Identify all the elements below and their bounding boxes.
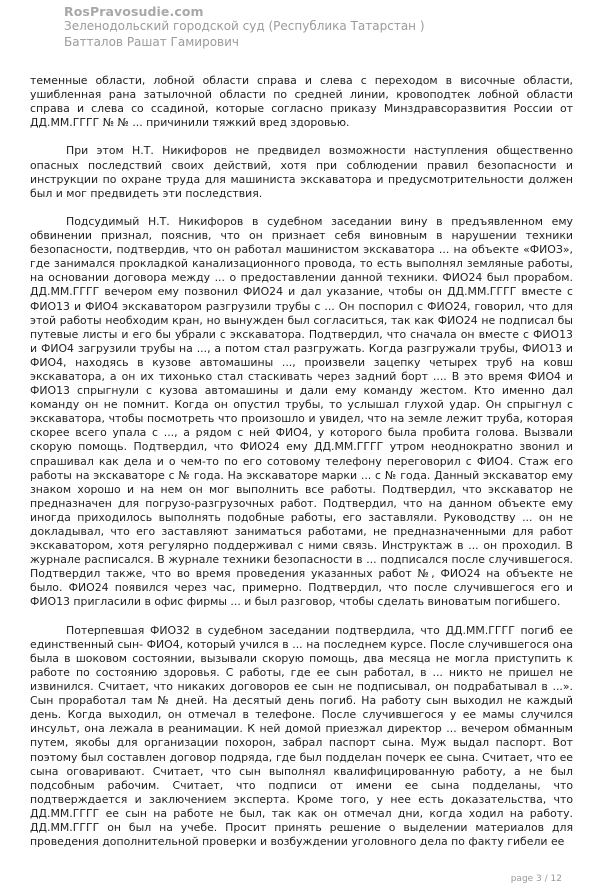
paragraph: теменные области, лобной области справа и слева с переходом в височные области, ушибленная рана затылочной области по средней линии, кровоподтек лобной области справа и слева со ссадиной, которые согласно приказу Минздравсоразвития России от ДД.ММ.ГГГГ № № ... причинили тяжкий вред здоровью.	[30, 74, 573, 130]
page-number: page 3 / 12	[510, 874, 562, 884]
paragraph: Подсудимый Н.Т. Никифоров в судебном заседании вину в предъявленном ему обвинении признал, пояснив, что он признает себя виновным в нарушении техники безопасности, подтвердив, что он работал машинистом экскаватора ... на объекте «ФИОЗ», где занимался прокладкой канализационного провода, то есть выполнял земляные работы, на основании договора между ... о предоставлении данной техники. ФИО24 был прорабом. ДД.ММ.ГГГГ вечером ему позвонил ФИО24 и дал указание, чтобы он ДД.ММ.ГГГГ вместе с ФИО13 и ФИО4 экскаватором разгрузили трубы с ... Он поспорил с ФИО24, говорил, что для этой работы необходим кран, но вынужден был согласиться, так как ФИО24 не подписал бы путевые листы и его бы убрали с экскаватора. Подтвердил, что сначала он вместе с ФИО13 и ФИО4 загрузили трубы на ..., а потом стал разгружать. Когда разгружали трубы, ФИО13 и ФИО4, находясь в кузове автомашины ..., произвели зацепку четырех труб на ковш экскаватора, а он их тихонько стал стаскивать через задний борт .... В это время ФИО4 и ФИО13 спрыгнули с кузова автомашины и дали ему команду жестом. Кто именно дал команду он не помнит. Когда он опустил трубы, то услышал глухой удар. Он спрыгнул с экскаватора, чтобы посмотреть что произошло и увидел, что на земле лежит труба, которая скорее всего упала с ..., а рядом с ней ФИО4, у которого была пробита голова. Вызвали скорую помощь. Подтвердил, что ФИО24 ему ДД.ММ.ГГГГ утром неоднократно звонил и спрашивал как дела и о чем-то по его сотовому телефону переговорил с ФИО4. Стаж его работы на экскаваторе с № года. На экскаваторе марки ... с № года. Данный экскаватор ему знаком хорошо и на нем он мог выполнить все работы. Подтвердил, что экскаватор не предназначен для погрузо-разгрузочных работ. Подтвердил, что на данном объекте ему иногда приходилось выполнять подобные работы, его заставляли. Руководству ... он не докладывал, что его заставляют заниматься работами, не предназначенными для работ экскаватором, хотя регулярно поддерживал с ними связь. Инструктаж в ... он проходил. В журнале расписался. В журнале техники безопасности в ... подписался после случившегося. Подтвердил также, что во время проведения указанных работ №, ФИО24 на объекте не было. ФИО24 появился через час, примерно. Подтвердил, что после случившегося его и ФИО13 пригласили в офис фирмы ... и был разговор, чтобы сделать виноватым погибшего.	[30, 214, 573, 609]
judge-name: Батталов Рашат Гамирович	[64, 34, 239, 49]
paragraph: Потерпевшая ФИО32 в судебном заседании подтвердила, что ДД.ММ.ГГГГ погиб ее единственный сын- ФИО4, который учился в ... на последнем курсе. После случившегося она была в шоковом состоянии, вызывали скорую помощь, два месяца не могла приступить к работе по состоянию здоровья. С работы, где ее сын работал, в ... никто не пришел не извинился. Считает, что никаких договоров ее сын не подписывал, он подрабатывал в ...». Сын проработал там № дней. На десятый день погиб. На работу сын выходил не каждый день. Когда выходил, он отмечал в телефоне. После случившегося у ее мамы случился инсульт, она лежала в реанимации. К ней домой приезжал директор ... вечером обманным путем, якобы для организации похорон, забрал паспорт сына. Муж выдал паспорт. Вот поэтому был составлен договор подряда, где был подделан почерк ее сына. Считает, что ее сына оговаривают. Считает, что сын выполнял квалифицированную работу, а не был подсобным рабочим. Считает, что подписи от имени ее сына подделаны, что подтверждается и заключением эксперта. Кроме того, у нее есть доказательства, что ДД.ММ.ГГГГ ее сын на работе не был, так как он отмечал дни, когда ходил на работу. ДД.ММ.ГГГГ он был на учебе. Просит принять решение о выделении материалов для проведения дополнительной проверки и возбуждении уголовного дела по факту гибели ее	[30, 623, 573, 849]
document-body	[30, 74, 573, 863]
paragraph: При этом Н.Т. Никифоров не предвидел возможности наступления общественно опасных последствий своих действий, хотя при соблюдении правил безопасности и инструкции по охране труда для машиниста экскаватора и предусмотрительности должен был и мог предвидеть эти последствия.	[30, 144, 573, 200]
document-header	[64, 4, 425, 50]
site-name: RosPravosudie.com	[64, 4, 204, 19]
court-name: Зеленодольский городской суд (Республика Татарстан )	[64, 19, 425, 33]
